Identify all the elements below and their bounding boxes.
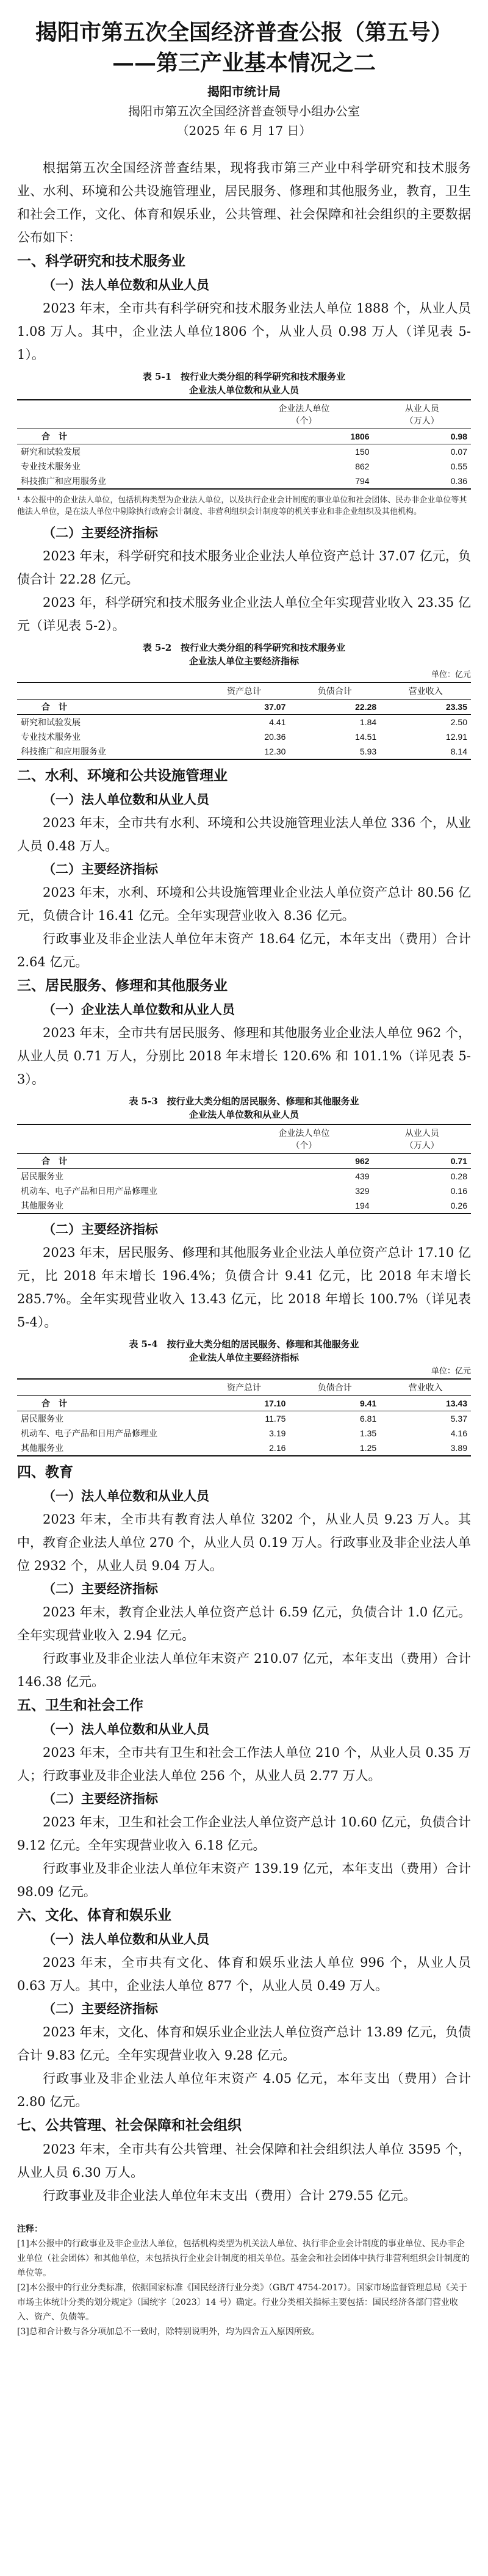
paragraph: 2023 年末，全市共有教育法人单位 3202 个，从业人员 9.23 万人。其中，教育企业法人单位 270 个，从业人员 0.19 万人。行政事业及非企业法人单位 2932 个，从业人员 9.04 万人。 <box>17 1512 471 1573</box>
section-heading: 五、卫生和社会工作 <box>17 1697 143 1713</box>
paragraph: 2023 年，科学研究和技术服务业企业法人单位全年实现营业收入 23.35 亿元（详见表 5-2）。 <box>17 595 471 633</box>
table-row: 合 计 37.07 22.28 23.35 <box>17 700 471 715</box>
table-row: 合 计 1806 0.98 <box>17 429 471 444</box>
paragraph: 2023 年末，水利、环境和公共设施管理业企业法人单位资产总计 80.56 亿元，负债合计 16.41 亿元。全年实现营业收入 8.36 亿元。 <box>17 885 471 923</box>
section-heading: 四、教育 <box>17 1464 73 1480</box>
paragraph: 行政事业及非企业法人单位年末资产 4.05 亿元，本年支出（费用）合计 2.80 亿元。 <box>17 2071 471 2109</box>
table-header: 从业人员 （万人） <box>373 1124 471 1154</box>
table-caption: 企业法人单位数和从业人员 <box>188 385 299 396</box>
notes-label: 注释： <box>17 2224 43 2234</box>
subsection-heading: （一）法人单位数和从业人员 <box>43 792 209 807</box>
table-row: 机动车、电子产品和日用产品修理业 329 0.16 <box>21 1186 467 1196</box>
table-row: 专业技术服务业 20.36 14.51 12.91 <box>21 732 467 742</box>
bulletin-title-line1: 揭阳市第五次全国经济普查公报（第五号） <box>35 20 453 45</box>
note-item: [1]本公报中的行政事业及非企业法人单位，包括机构类型为机关法人单位、执行非企业会计制度的事业单位、民办非企业单位（社会团体）和其他单位，未包括执行企业会计制度的相关单位。基金会和社会团体中执行非营利组织会计制度的单位等。 <box>17 2239 470 2278</box>
table-5-1 <box>17 399 471 490</box>
paragraph: 2023 年末，全市共有居民服务、修理和其他服务业企业法人单位 962 个，从业人员 0.71 万人，分别比 2018 年末增长 120.6% 和 101.1%（详见表 5-3）。 <box>17 1026 471 1087</box>
subsection-heading: （一）法人单位数和从业人员 <box>43 277 209 292</box>
paragraph: 行政事业及非企业法人单位年末支出（费用）合计 279.55 亿元。 <box>43 2188 416 2203</box>
paragraph: 2023 年末，全市共有水利、环境和公共设施管理业法人单位 336 个，从业人员 0.48 万人。 <box>17 816 471 853</box>
table-unit: 单位：亿元 <box>431 1366 471 1375</box>
table-5-4 <box>17 1378 471 1456</box>
section-heading: 一、科学研究和技术服务业 <box>17 253 185 269</box>
table-caption: 企业法人单位数和从业人员 <box>188 1109 299 1120</box>
subsection-heading: （二）主要经济指标 <box>43 861 158 877</box>
table-footnote: ¹ 本公报中的企业法人单位，包括机构类型为企业法人单位，以及执行企业会计制度的事业单位和社会团体、民办非企业单位等其他法人单位，是在法人单位中剔除执行政府会计制度、非营利组织会计制度等的机关事业和非企业组织及其他机构。 <box>17 496 467 516</box>
paragraph: 2023 年末，全市共有卫生和社会工作法人单位 210 个，从业人员 0.35 万人；行政事业及非企业法人单位 256 个，从业人员 2.77 万人。 <box>17 1745 471 1783</box>
table-row: 居民服务业 439 0.28 <box>21 1171 467 1181</box>
table-5-2 <box>17 682 471 760</box>
subsection-heading: （一）法人单位数和从业人员 <box>43 1721 209 1737</box>
section-heading: 二、水利、环境和公共设施管理业 <box>17 767 228 784</box>
table-row: 研究和试验发展 4.41 1.84 2.50 <box>21 717 467 727</box>
notes <box>17 2222 471 2339</box>
subsection-heading: （一）法人单位数和从业人员 <box>43 1488 209 1503</box>
table-header: 负债合计 <box>289 682 380 700</box>
table-row: 合 计 17.10 9.41 13.43 <box>17 1396 471 1411</box>
table-row: 合 计 962 0.71 <box>17 1154 471 1169</box>
table-row: 研究和试验发展 150 0.07 <box>21 447 467 457</box>
section-heading: 三、居民服务、修理和其他服务业 <box>17 977 228 994</box>
table-row: 其他服务业 194 0.26 <box>17 1198 471 1214</box>
table-caption: 表 5-1 按行业大类分组的科学研究和技术服务业 <box>142 371 346 382</box>
table-header: 营业收入 <box>380 682 471 700</box>
table-5-3 <box>17 1124 471 1214</box>
table-caption: 企业法人单位主要经济指标 <box>188 656 299 667</box>
table-row: 科技推广和应用服务业 794 0.36 <box>17 474 471 489</box>
table-header: 营业收入 <box>380 1379 471 1396</box>
table-caption: 表 5-4 按行业大类分组的居民服务、修理和其他服务业 <box>129 1339 359 1350</box>
paragraph: 2023 年末，卫生和社会工作企业法人单位资产总计 10.60 亿元，负债合计 9.12 亿元。全年实现营业收入 6.18 亿元。 <box>17 1815 471 1853</box>
intro-paragraph: 根据第五次全国经济普查结果，现将我市第三产业中科学研究和技术服务业、水利、环境和公共设施管理业，居民服务、修理和其他服务业，教育，卫生和社会工作，文化、体育和娱乐业，公共管理、社会保障和社会组织的主要数据公布如下： <box>17 161 471 245</box>
subsection-heading: （二）主要经济指标 <box>43 525 158 540</box>
paragraph: 2023 年末，全市共有公共管理、社会保障和社会组织法人单位 3595 个，从业人员 6.30 万人。 <box>17 2142 471 2180</box>
table-row: 其他服务业 2.16 1.25 3.89 <box>17 1441 471 1456</box>
bulletin-title-line2: ——第三产业基本情况之二 <box>112 50 376 76</box>
paragraph: 行政事业及非企业法人单位年末资产 210.07 亿元，本年支出（费用）合计 146.38 亿元。 <box>17 1651 471 1689</box>
subsection-heading: （一）企业法人单位数和从业人员 <box>43 1002 235 1017</box>
subsection-heading: （二）主要经济指标 <box>43 1581 158 1596</box>
subsection-heading: （二）主要经济指标 <box>43 1221 158 1237</box>
subsection-heading: （二）主要经济指标 <box>43 1791 158 1806</box>
table-caption: 企业法人单位主要经济指标 <box>188 1352 299 1363</box>
table-row: 居民服务业 11.75 6.81 5.37 <box>21 1414 467 1424</box>
subsection-heading: （二）主要经济指标 <box>43 2001 158 2016</box>
issuer: 揭阳市统计局 <box>207 84 281 99</box>
paragraph: 2023 年末，全市共有科学研究和技术服务业法人单位 1888 个，从业人员 1.08 万人。其中，企业法人单位1806 个，从业人员 0.98 万人（详见表 5-1）。 <box>17 301 471 362</box>
table-header: 从业人员 （万人） <box>373 400 471 429</box>
publish-date: （2025 年 6 月 17 日） <box>176 123 312 138</box>
paragraph: 2023 年末，教育企业法人单位资产总计 6.59 亿元，负债合计 1.0 亿元。全年实现营业收入 2.94 亿元。 <box>17 1605 471 1643</box>
table-header: 企业法人单位 （个） <box>235 1124 373 1154</box>
note-item: [2]本公报中的行业分类标准，依据国家标准《国民经济行业分类》（GB/T 4754-2017）。国家市场监督管理总局《关于市场主体统计分类的划分规定》（国统字〔2023〕14 号）确定。行业分类相关指标主要包括：国民经济各部门营业收入、资产、负债等。 <box>17 2283 467 2322</box>
table-unit: 单位：亿元 <box>431 670 471 679</box>
section-heading: 七、公共管理、社会保障和社会组织 <box>17 2117 242 2133</box>
paragraph: 行政事业及非企业法人单位年末资产 139.19 亿元，本年支出（费用）合计 98.09 亿元。 <box>17 1861 471 1899</box>
table-caption: 表 5-3 按行业大类分组的居民服务、修理和其他服务业 <box>129 1096 359 1107</box>
table-header: 资产总计 <box>199 682 290 700</box>
paragraph: 2023 年末，居民服务、修理和其他服务业企业法人单位资产总计 17.10 亿元，比 2018 年末增长 196.4%；负债合计 9.41 亿元，比 2018 年末增长 285.7%。全年实现营业收入 13.43 亿元，比 2018 年增长 100.7%（详见表 5-4）。 <box>17 1245 471 1330</box>
paragraph: 2023 年末，全市共有文化、体育和娱乐业法人单位 996 个，从业人员 0.63 万人。其中，企业法人单位 877 个，从业人员 0.49 万人。 <box>17 1955 471 1993</box>
table-row: 科技推广和应用服务业 12.30 5.93 8.14 <box>17 744 471 759</box>
issuer-office: 揭阳市第五次全国经济普查领导小组办公室 <box>128 104 360 118</box>
bulletin-page <box>17 0 471 2339</box>
paragraph: 2023 年末，文化、体育和娱乐业企业法人单位资产总计 13.89 亿元，负债合计 9.83 亿元。全年实现营业收入 9.28 亿元。 <box>17 2025 471 2063</box>
paragraph: 2023 年末，科学研究和技术服务业企业法人单位资产总计 37.07 亿元，负债合计 22.28 亿元。 <box>17 549 471 587</box>
table-header: 资产总计 <box>199 1379 290 1396</box>
section-heading: 六、文化、体育和娱乐业 <box>17 1907 171 1923</box>
table-header: 企业法人单位 （个） <box>235 400 373 429</box>
subsection-heading: （一）法人单位数和从业人员 <box>43 1931 209 1947</box>
table-row: 机动车、电子产品和日用产品修理业 3.19 1.35 4.16 <box>21 1428 467 1438</box>
table-row: 专业技术服务业 862 0.55 <box>21 461 467 471</box>
note-item: [3]总和合计数与各分项加总不一致时，除特别说明外，均为四舍五入原因所致。 <box>17 2327 320 2337</box>
table-caption: 表 5-2 按行业大类分组的科学研究和技术服务业 <box>142 642 346 653</box>
table-header: 负债合计 <box>289 1379 380 1396</box>
paragraph: 行政事业及非企业法人单位年末资产 18.64 亿元，本年支出（费用）合计 2.64 亿元。 <box>17 932 471 969</box>
